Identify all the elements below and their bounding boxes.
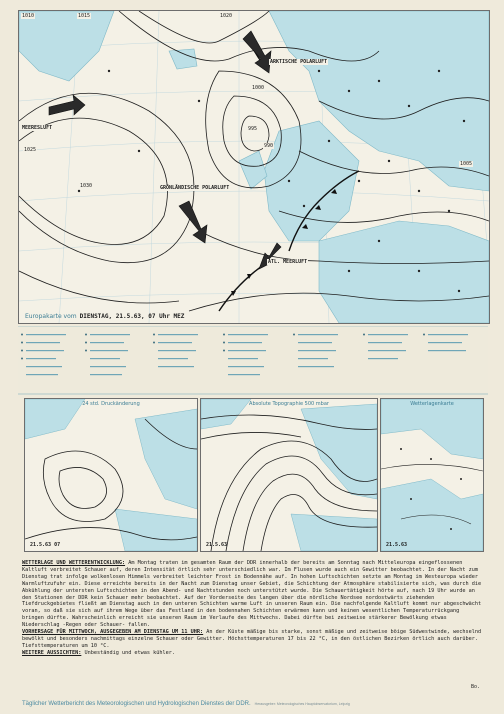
section-heading: WEITERE AUSSICHTEN:: [22, 649, 82, 656]
britain-land: [239, 151, 267, 189]
situation-drawing: [381, 399, 483, 551]
section-forecast: [22, 629, 482, 650]
isobar-label: 1005: [460, 161, 473, 167]
isobar-label: 1025: [24, 147, 37, 153]
section-heading: WETTERLAGE UND WETTERENTWICKLUNG:: [22, 560, 126, 566]
panel-date: 21.5.63: [206, 542, 228, 548]
southern-europe-land: [319, 221, 489, 323]
publication-footer: [22, 701, 350, 707]
section-heading: VORHERSAGE FÜR MITTWOCH, AUSGEGEBEN AM DIENSTAG UM 11 UHR:: [22, 629, 204, 636]
pressure-change-drawing: [25, 399, 197, 551]
panel-date: 21.5.63 07: [30, 542, 61, 548]
topography-500-panel: [200, 398, 378, 552]
label-arctic-polar-air: ARKTISCHE POLARLUFT: [270, 59, 328, 65]
section-body: An der Küste mäßige bis starke, sonst mäßige und zeitweise böige Südwestwinde, wechselnd bewölkt und besonders nachmittags einzelne Schauer oder Gewitter. Höchsttemperaturen 17 bis 22 °C, in den östlichen Bezirken örtlich auch darüber. Tiefsttemperaturen um 10 °C.: [22, 629, 482, 649]
author-signature: Bo.: [470, 684, 480, 690]
section-weather-situation: [22, 560, 482, 629]
panel-title: 24 std. Druckänderung: [82, 401, 140, 407]
topography-drawing: [201, 399, 377, 551]
isobar-label: 1015: [78, 13, 91, 19]
section-body: Unbeständig und etwas kühler.: [81, 649, 176, 656]
forecast-text: [22, 560, 482, 657]
map-caption: [25, 313, 184, 320]
label-sea-air: MEERESLUFT: [22, 125, 53, 131]
label-greenland-polar-air: GRÖNLÄNDISCHE POLARLUFT: [160, 185, 230, 191]
section-outlook: [22, 650, 482, 657]
isobar-label: 1020: [220, 13, 233, 19]
isobar-label: 1030: [80, 183, 93, 189]
map-caption-prefix: Europakarte vom: [25, 313, 77, 320]
map-caption-time: DIENSTAG, 21.5.63, 07 Uhr MEZ: [79, 313, 185, 320]
greenland-land: [19, 11, 114, 81]
panel-date: 21.5.63: [386, 542, 408, 548]
section-body: Am Montag traten im gesamten Raum der DDR innerhalb der bereits am Sonntag nach Mitteleuropa eingeflossenen Kaltluft verbreitet Schauer auf, deren Intensität örtlich sehr unterschiedlich war. Im Flusen wurde auch ein Gewitter beobachtet. In der Nacht zum Dienstag trat infolge wolkenlosen Himmels verbreitet leichter Frost in Bodennähe auf. In hohen Luftschichten setzte am Montag im Westeuropa wieder Warmluftzufuhr ein. Diese erreichte bereits in der Nacht zum Dienstag unser Gebiet, die Schichtung der Atmosphäre stabilisierte sich, was durch die Abkühlung der untersten Luftschichten in den Abend- und Nachtstunden noch unterstützt wurde. Die Schauertätigkeit hörte auf, nach 19 Uhr wurde an den Stationen der DDR kein Schauer mehr beobachtet. Auf der Vorderseite des langen über die nördliche Nordsee nordostwärts ziehenden Tiefdruckgebietes fließt am Dienstag auch in den unteren Schichten warme Luft in unseren Raum ein. Die nachfolgende Kaltluft kommt nur abgeschwächt voran, so daß sie sich auf ihrem Wege über das Festland in den bodennahen Schichten erwärmen kann und keinen wesentlichen Temperaturrückgang bringen dürfte. Wahrscheinlich erreicht sie unseren Raum im Verlaufe des Mittwochs. Dabei dürfte bei zeitweise stärkerer Bewölkung etwas Niederschlag -Regen oder Schauer- fallen.: [22, 560, 482, 629]
isobar-label: 1000: [252, 85, 265, 91]
europe-synoptic-map: [18, 10, 490, 324]
label-atlantic-sea-air: ATL. MEERLUFT: [268, 259, 308, 265]
weather-situation-panel: [380, 398, 484, 552]
panel-title: Absolute Topographie 500 mbar: [249, 401, 329, 407]
isobar-label: 995: [248, 126, 258, 132]
isobar-label: 1010: [22, 13, 35, 19]
iceland-land: [169, 49, 197, 69]
footer-publisher: Herausgeber: Meteorologisches Hauptobservatorium, Leipzig: [254, 702, 350, 706]
panel-title: Wetterlagenkarte: [410, 401, 454, 407]
isobar-label: 990: [264, 143, 274, 149]
footer-title: Täglicher Wetterbericht des Meteorologischen und Hydrologischen Dienstes der DDR.: [22, 701, 251, 707]
western-europe-land: [264, 121, 359, 241]
pressure-change-panel: [24, 398, 198, 552]
legend-drawing: [18, 326, 488, 396]
map-drawing: [19, 11, 489, 323]
symbol-legend: [18, 326, 488, 396]
